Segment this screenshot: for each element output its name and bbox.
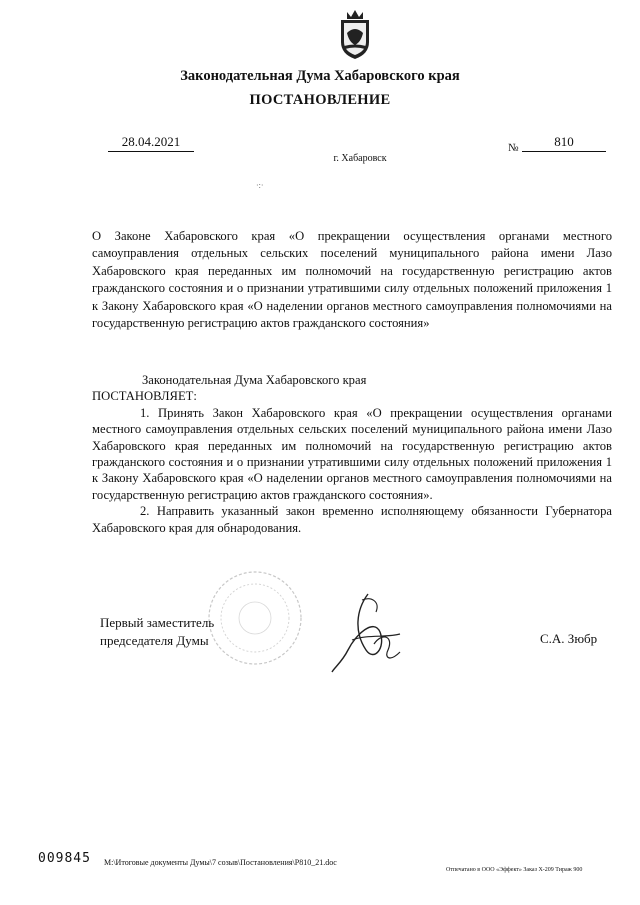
scan-speck: ·:·	[256, 181, 264, 190]
file-path: М:\Итоговые документы Думы\7 созыв\Постановления\Р810_21.doc	[104, 858, 337, 867]
signatory-title-line-1: Первый заместитель	[100, 615, 215, 630]
registration-number: 009845	[38, 851, 91, 866]
number-sign: №	[508, 142, 519, 154]
printer-info: Отпечатано в ООО «Эффект» Заказ Х-209 Тираж 900	[446, 867, 583, 873]
signatory-title-line-2: председателя Думы	[100, 633, 209, 648]
document-number: 810	[522, 134, 606, 152]
resolves-heading: ПОСТАНОВЛЯЕТ:	[92, 389, 197, 404]
organization-name: Законодательная Дума Хабаровского края	[180, 68, 460, 84]
resolution-item-2: 2. Направить указанный закон временно исполняющему обязанности Губернатора Хабаровского края для обнародования.	[92, 504, 612, 535]
handwritten-signature-icon	[328, 588, 408, 678]
signatory-title	[100, 614, 214, 650]
document-date: 28.04.2021	[108, 134, 194, 152]
coat-of-arms-icon	[333, 6, 377, 62]
document-type: ПОСТАНОВЛЕНИЕ	[249, 92, 391, 108]
resolution-body	[92, 372, 612, 536]
signatory-name: С.А. Зюбр	[540, 631, 598, 646]
intro-line: Законодательная Дума Хабаровского края	[142, 373, 367, 387]
resolution-item-1: 1. Принять Закон Хабаровского края «О прекращении осуществления органами местного самоуправления отдельных сельских поселений муниципального района имени Лазо Хабаровского края переданных им полномочий на государственную регистрацию актов гражданского состояния и о признании утратившими силу отдельных положений приложения 1 к Закону Хабаровского края «О наделении органов местного самоуправления полномочиями на государственную регистрацию актов гражданского состояния».	[92, 405, 612, 502]
seal-stamp-icon	[205, 568, 305, 668]
city: г. Хабаровск	[333, 153, 387, 164]
document-subject: О Законе Хабаровского края «О прекращении осуществления органами местного самоуправления отдельных сельских поселений муниципального района имени Лазо Хабаровского края переданных им полномочий на государственную регистрацию актов гражданского состояния и о признании утратившими силу отдельных положений приложения 1 к Закону Хабаровского края «О наделении органов местного самоуправления полномочиями на государственную регистрацию актов гражданского состояния»	[92, 229, 612, 331]
